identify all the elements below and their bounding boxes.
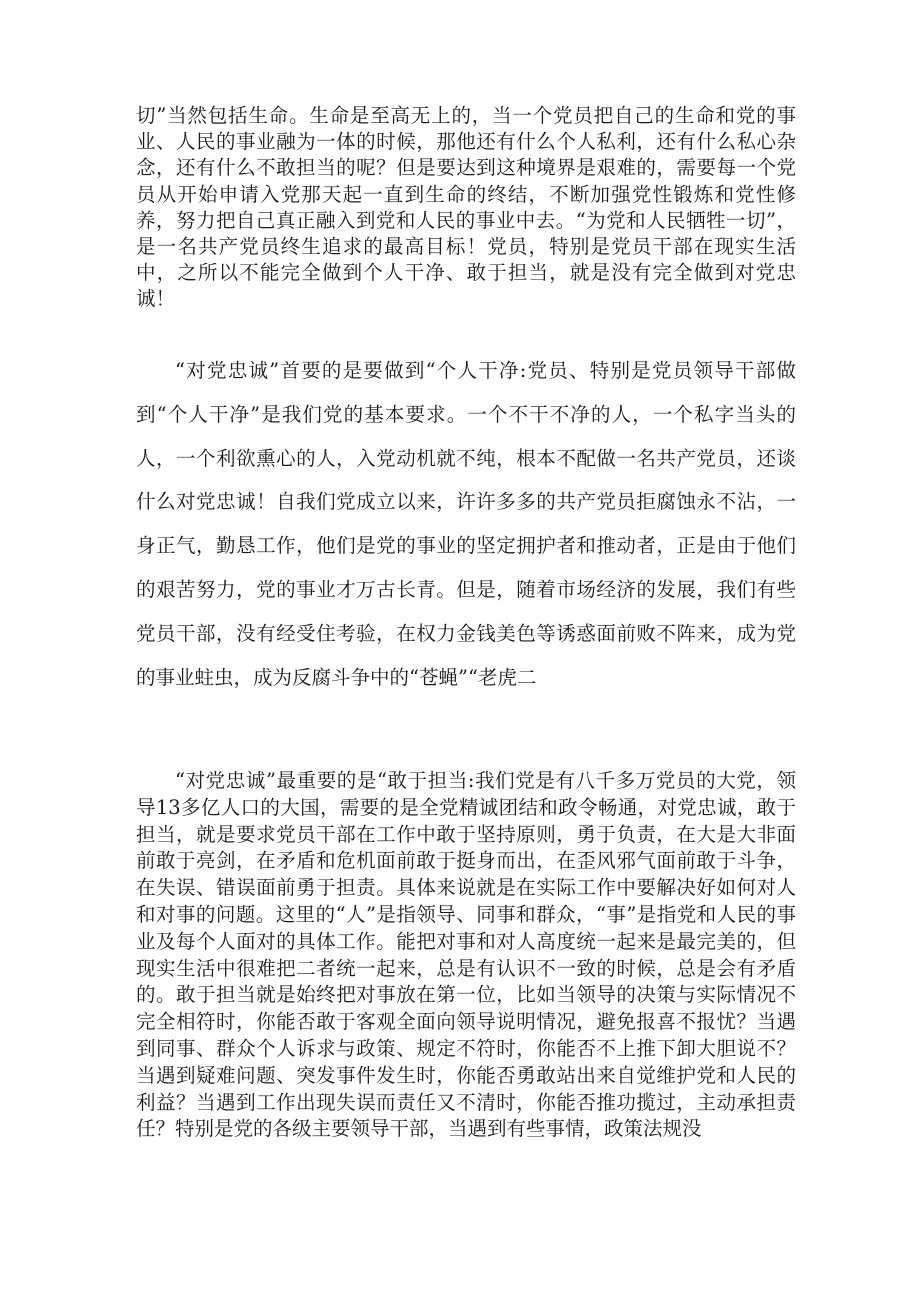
paragraph-2: “对党忠诚”首要的是要做到“个人干净:党员、特别是党员领导干部做到“个人干净”是我们党的基本要求。一个不干不净的人，一个私字当头的人，一个利欲熏心的人，入党动机就不纯，根本不配做一名共产党员，还谈什么对党忠诚！自我们党成立以来，许许多多的共产党员拒腐蚀永不沾，一身正气，勤恳工作，他们是党的事业的坚定拥护者和推动者，正是由于他们的艰苦努力，党的事业才万古长青。但是，随着市场经济的发展，我们有些党员干部，没有经受住考验，在权力金钱美色等诱惑面前败不阵来，成为党的事业蛀虫，成为反腐斗争中的“苍蝇”“老虎二 (136, 359, 796, 689)
paragraph-3: “对党忠诚”最重要的是“敢于担当:我们党是有八千多万党员的大党，领导13多亿人口的大国，需要的是全党精诚团结和政令畅通，对党忠诚，敢于担当，就是要求党员干部在工作中敢于坚持原则，勇于负责，在大是大非面前敢于亮剑，在矛盾和危机面前敢于挺身而出，在歪风邪气面前敢于斗争，在失误、错误面前勇于担责。具体来说就是在实际工作中要解决好如何对人和对事的问题。这里的“人”是指领导、同事和群众，“事”是指党和人民的事业及每个人面对的具体工作。能把对事和对人高度统一起来是最完美的，但现实生活中很难把二者统一起来，总是有认识不一致的时候，总是会有矛盾的。敢于担当就是始终把对事放在第一位，比如当领导的决策与实际情况不完全相符时，你能否敢于客观全面向领导说明情况，避免报喜不报忧？当遇到同事、群众个人诉求与政策、规定不符时，你能否不上推下卸大胆说不？当遇到疑难问题、突发事件发生时，你能否勇敢站出来自觉维护党和人民的利益？当遇到工作出现失误而责任又不清时，你能否推功揽过，主动承担责任？特别是党的各级主要领导干部，当遇到有些事情，政策法规没 (136, 769, 796, 1141)
paragraph-1: 切”当然包括生命。生命是至高无上的，当一个党员把自己的生命和党的事业、人民的事业融为一体的时候，那他还有什么个人私利，还有什么私心杂念，还有什么不敢担当的呢？但是要达到这种境界是艰难的，需要每一个党员从开始申请入党那天起一直到生命的终结，不断加强党性锻炼和党性修养，努力把自己真正融入到党和人民的事业中去。“为党和人民牺牲一切”，是一名共产党员终生追求的最高目标！党员，特别是党员干部在现实生活中，之所以不能完全做到个人干净、敢于担当，就是没有完全做到对党忠诚！ (136, 104, 796, 311)
